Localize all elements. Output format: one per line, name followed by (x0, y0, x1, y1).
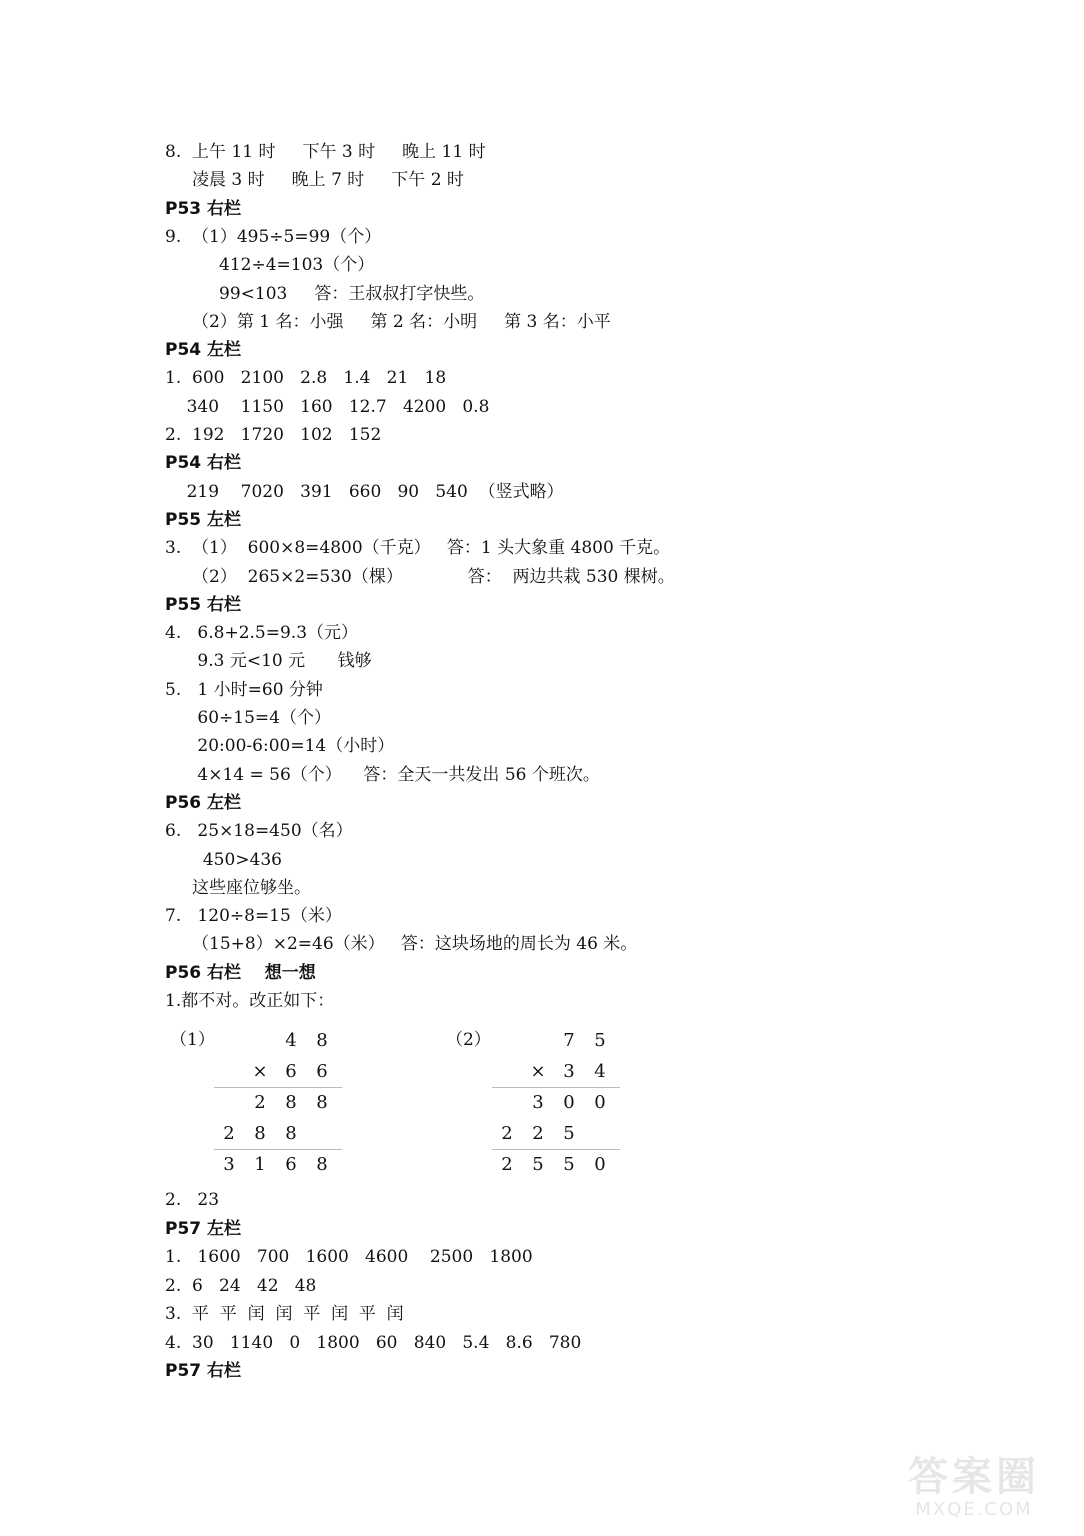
digit-cell: 5 (594, 1030, 606, 1051)
digit-cell: 8 (316, 1154, 328, 1175)
section-heading: P54 右栏 (165, 453, 242, 474)
section-heading: P55 左栏 (165, 509, 242, 530)
answer-line: 凌晨 3 时 晚上 7 时 下午 2 时 (165, 170, 464, 191)
digit-cell: 2 (501, 1123, 513, 1144)
section-heading: P56 右栏 想一想 (165, 962, 316, 983)
answer-line: 3. （1） 600×8=4800（千克） 答：1 头大象重 4800 千克。 (165, 538, 671, 559)
digit-cell: 3 (223, 1154, 235, 1175)
answer-line: 6. 25×18=450（名） (165, 821, 353, 842)
multiplication-label: （1） (170, 1030, 215, 1050)
section-heading: P57 左栏 (165, 1218, 242, 1239)
digit-cell: 2 (254, 1092, 266, 1113)
section-heading: P53 右栏 (165, 198, 242, 219)
answer-line: 412÷4=103（个） (165, 255, 375, 276)
digit-cell: 4 (285, 1030, 297, 1051)
multiplication-rule (492, 1149, 620, 1150)
answer-line: 450>436 (165, 849, 282, 870)
answer-line: （2） 265×2=530（棵） 答： 两边共栽 530 棵树。 (165, 566, 675, 587)
answer-line: 99<103 答：王叔叔打字快些。 (165, 283, 485, 304)
answer-line: （15+8）×2=46（米） 答：这块场地的周长为 46 米。 (165, 934, 638, 955)
answer-line: 8. 上午 11 时 下午 3 时 晚上 11 时 (165, 142, 486, 162)
digit-cell (492, 1088, 522, 1118)
digit-cell: 2 (223, 1123, 235, 1144)
section-heading: P56 左栏 (165, 792, 242, 813)
digit-cell (214, 1057, 244, 1087)
answer-line: 340 1150 160 12.7 4200 0.8 (165, 396, 490, 417)
digit-cell: × (530, 1061, 546, 1082)
digit-cell: 2 (501, 1154, 513, 1175)
section-heading: P57 右栏 (165, 1361, 242, 1381)
watermark-title: 答案圈 (908, 1454, 1040, 1500)
multiplication-rule (214, 1087, 342, 1088)
digit-cell (245, 1026, 275, 1056)
digit-cell: 5 (532, 1154, 544, 1175)
section-heading: P54 左栏 (165, 340, 242, 361)
digit-cell: 7 (563, 1030, 575, 1051)
answer-line: 2. 6 24 42 48 (165, 1275, 317, 1296)
digit-cell: × (252, 1061, 268, 1082)
digit-cell: 8 (254, 1123, 266, 1144)
digit-cell (214, 1088, 244, 1118)
digit-cell: 3 (563, 1061, 575, 1082)
digit-cell: 8 (285, 1123, 297, 1144)
answer-line: 60÷15=4（个） (165, 708, 331, 728)
digit-cell: 6 (285, 1154, 297, 1175)
digit-cell: 5 (563, 1154, 575, 1175)
digit-cell (523, 1026, 553, 1056)
answer-line: 7. 120÷8=15（米） (165, 906, 342, 927)
answer-line: 9. （1）495÷5=99（个） (165, 226, 382, 247)
answer-line: 2. 192 1720 102 152 (165, 425, 382, 445)
digit-cell (492, 1026, 522, 1056)
digit-cell: 4 (594, 1061, 606, 1082)
watermark-logo (884, 1454, 1064, 1524)
digit-cell: 3 (532, 1092, 544, 1113)
answer-line: 20:00-6:00=14（小时） (165, 736, 395, 757)
multiplication-label: （2） (446, 1030, 491, 1050)
digit-cell: 1 (254, 1154, 266, 1175)
answer-line: 9.3 元<10 元 钱够 (165, 651, 372, 672)
digit-cell: 0 (563, 1092, 575, 1113)
answer-line: 4. 30 1140 0 1800 60 840 5.4 8.6 780 (165, 1332, 582, 1353)
digit-cell: 6 (316, 1061, 328, 1082)
digit-cell (214, 1026, 244, 1056)
digit-cell (585, 1119, 615, 1149)
answer-line: 3. 平 平 闰 闰 平 闰 平 闰 (165, 1304, 404, 1324)
answer-line: 4. 6.8+2.5=9.3（元） (165, 623, 359, 644)
digit-cell: 8 (316, 1092, 328, 1113)
answer-line: 1. 1600 700 1600 4600 2500 1800 (165, 1247, 533, 1267)
digit-cell: 8 (285, 1092, 297, 1113)
watermark-url: MXQE.COM (915, 1499, 1033, 1520)
digit-cell: 8 (316, 1030, 328, 1051)
digit-cell: 0 (594, 1092, 606, 1113)
answer-line: 1. 600 2100 2.8 1.4 21 18 (165, 368, 447, 389)
digit-cell: 6 (285, 1061, 297, 1082)
digit-cell: 5 (563, 1123, 575, 1144)
multiplication-rule (214, 1149, 342, 1150)
digit-cell (307, 1119, 337, 1149)
answer-line: 5. 1 小时=60 分钟 (165, 679, 323, 700)
answer-line: （2）第 1 名：小强 第 2 名：小明 第 3 名：小平 (165, 311, 611, 332)
multiplication-rule (492, 1087, 620, 1088)
answer-line: 219 7020 391 660 90 540 （竖式略） (165, 481, 564, 502)
answer-line: 1.都不对。改正如下： (165, 991, 335, 1011)
answer-line: 这些座位够坐。 (165, 877, 312, 898)
answer-line: 2. 23 (165, 1190, 220, 1210)
answer-line: 4×14 = 56（个） 答：全天一共发出 56 个班次。 (165, 764, 600, 785)
digit-cell (492, 1057, 522, 1087)
digit-cell: 2 (532, 1123, 544, 1144)
section-heading: P55 右栏 (165, 594, 242, 615)
digit-cell: 0 (594, 1154, 606, 1175)
